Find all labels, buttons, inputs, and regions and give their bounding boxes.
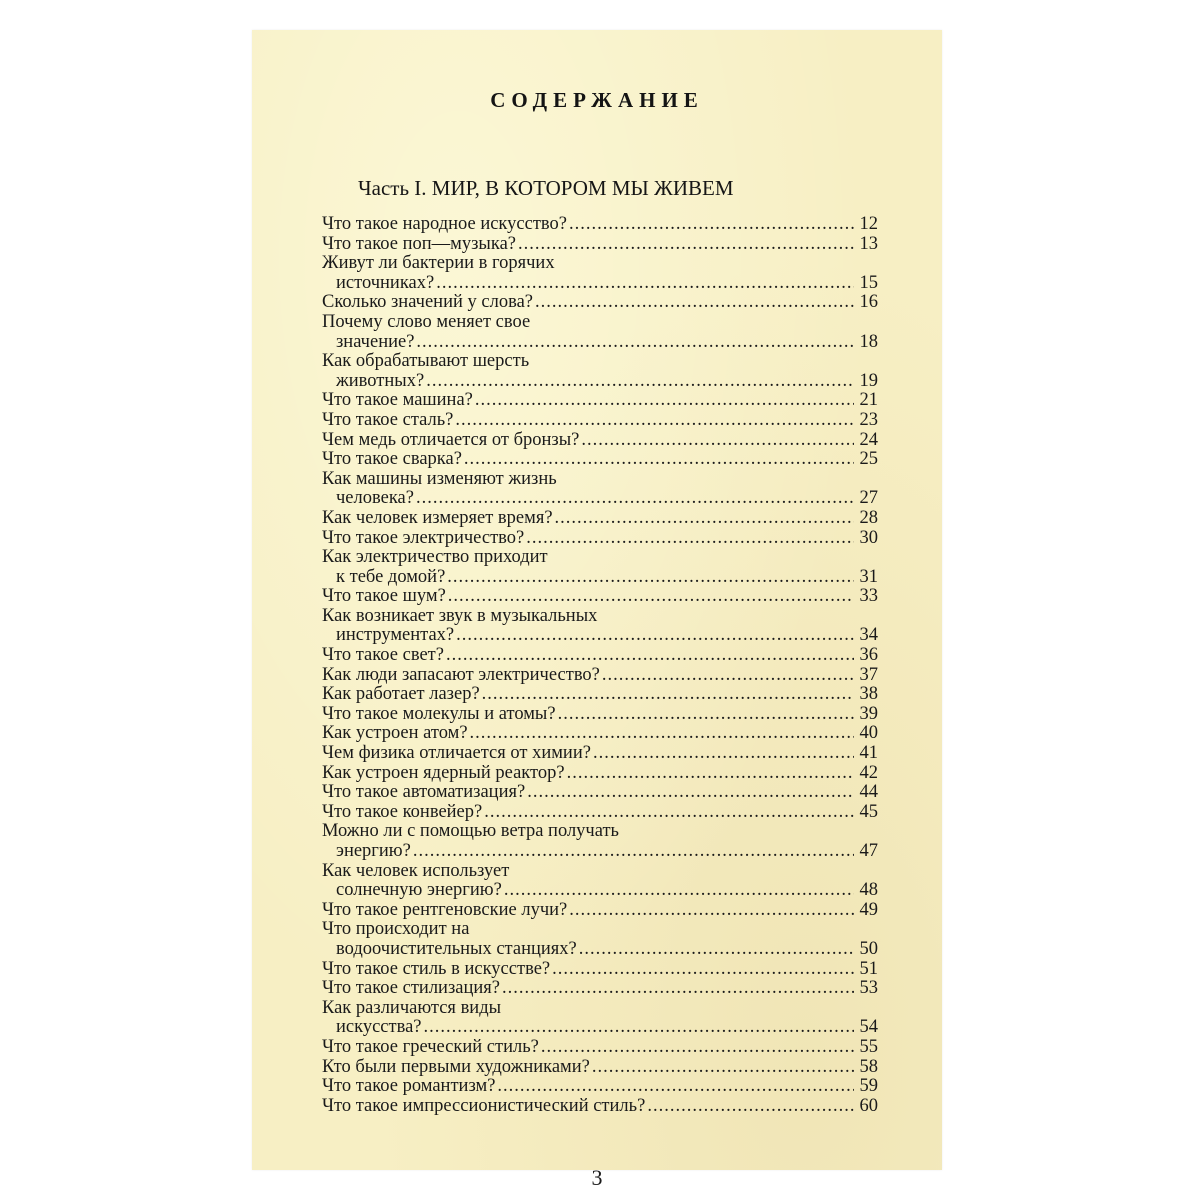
dot-leader <box>447 568 854 588</box>
book-page <box>252 30 942 1190</box>
toc-entry <box>322 862 878 901</box>
toc-entry-title: Как машины изменяют жизнь <box>322 468 557 489</box>
toc-entry-page: 19 <box>859 370 878 391</box>
dot-leader <box>448 587 854 607</box>
dot-leader <box>579 940 854 960</box>
dot-leader <box>413 842 854 862</box>
toc-entry-page: 36 <box>859 645 878 666</box>
dot-leader <box>569 215 854 235</box>
dot-leader <box>436 274 854 294</box>
toc-entry-page: 50 <box>859 938 878 959</box>
dot-leader <box>455 411 854 431</box>
toc-entry-title: Как устроен ядерный реактор? <box>322 762 565 783</box>
toc-entry-page: 25 <box>859 449 878 470</box>
toc-entry <box>322 587 878 607</box>
dot-leader <box>464 450 854 470</box>
dot-leader <box>497 1077 854 1097</box>
contents-heading: СОДЕРЖАНИЕ <box>490 88 704 112</box>
toc-entry-page: 60 <box>859 1095 878 1116</box>
toc-entry <box>322 646 878 666</box>
toc-entry-page: 23 <box>859 409 878 430</box>
toc-entry <box>322 803 878 823</box>
toc-entry-page: 54 <box>859 1017 878 1038</box>
toc-entry-page: 18 <box>859 331 878 352</box>
toc-entry-page: 58 <box>859 1056 878 1077</box>
dot-leader <box>518 235 854 255</box>
dot-leader <box>567 764 854 784</box>
toc-entry-page: 49 <box>859 899 878 920</box>
toc-entry <box>322 1038 878 1058</box>
toc-entry-title: Сколько значений у слова? <box>322 292 533 313</box>
toc-entry-page: 28 <box>859 507 878 528</box>
toc-entry <box>322 979 878 999</box>
toc-entry <box>322 666 878 686</box>
toc-entry-page: 42 <box>859 762 878 783</box>
dot-leader <box>581 431 854 451</box>
toc-entry <box>322 744 878 764</box>
toc-entry-page: 34 <box>859 625 878 646</box>
toc-entry-title: источниках? <box>336 272 435 293</box>
toc-entry-title: Живут ли бактерии в горячих <box>322 253 555 274</box>
toc-entry-title: Чем физика отличается от химии? <box>322 743 591 764</box>
toc-entry-title: Как обрабатывают шерсть <box>322 351 530 372</box>
toc-entry-title: Как человек измеряет время? <box>322 507 553 528</box>
toc-entry-title: Что такое импрессионистический стиль? <box>322 1095 646 1116</box>
dot-leader <box>569 901 854 921</box>
toc-entry <box>322 235 878 255</box>
toc-entry-title: Как возникает звук в музыкальных <box>322 605 598 626</box>
toc-entry-title: Что происходит на <box>322 919 470 940</box>
toc-entry-title: искусства? <box>336 1017 422 1038</box>
toc-entry <box>322 529 878 549</box>
toc-entry-title: Что такое сталь? <box>322 409 454 430</box>
toc-entry-page: 51 <box>859 958 878 979</box>
toc-entry <box>322 1077 878 1097</box>
toc-entry <box>322 313 878 352</box>
dot-leader <box>416 489 854 509</box>
toc-entry-page: 16 <box>859 292 878 313</box>
toc-entry-title: Что такое конвейер? <box>322 801 483 822</box>
toc-entry-page: 41 <box>859 743 878 764</box>
part-title: Часть I. МИР, В КОТОРОМ МЫ ЖИВЕМ <box>358 176 734 200</box>
dot-leader <box>446 646 854 666</box>
toc-entry-page: 30 <box>859 527 878 548</box>
toc-entry <box>322 411 878 431</box>
dot-leader <box>502 979 854 999</box>
toc-entry <box>322 509 878 529</box>
toc-entry-title: Что такое греческий стиль? <box>322 1036 539 1057</box>
toc-entry-title: Что такое шум? <box>322 586 446 607</box>
toc-entry <box>322 391 878 411</box>
toc-entry-page: 33 <box>859 586 878 607</box>
dot-leader <box>484 803 854 823</box>
toc-entry-page: 45 <box>859 801 878 822</box>
dot-leader <box>424 1018 854 1038</box>
dot-leader <box>535 293 854 313</box>
toc-entry-title: животных? <box>336 370 425 391</box>
dot-leader <box>527 783 854 803</box>
toc-entry-title: Что такое стилизация? <box>322 978 500 999</box>
toc-entry-title: водоочистительных станциях? <box>336 938 577 959</box>
toc-entry <box>322 783 878 803</box>
toc-entry <box>322 607 878 646</box>
toc-entry-page: 39 <box>859 703 878 724</box>
toc-entry-title: инструментах? <box>336 625 455 646</box>
toc-entry <box>322 1058 878 1078</box>
dot-leader <box>482 685 854 705</box>
toc-entry-title: Что такое народное искусство? <box>322 214 567 234</box>
toc-entry-page: 13 <box>859 233 878 254</box>
toc-entry <box>322 548 878 587</box>
dot-leader <box>504 881 854 901</box>
toc-entry-page: 55 <box>859 1036 878 1057</box>
toc-entry-title: Что такое автоматизация? <box>322 782 526 803</box>
toc-entry-title: Как различаются виды <box>322 997 502 1018</box>
toc-entry <box>322 431 878 451</box>
toc-entry <box>322 999 878 1038</box>
toc-entry-title: Как человек использует <box>322 860 510 881</box>
toc-entry-page: 27 <box>859 488 878 509</box>
dot-leader <box>475 391 854 411</box>
toc-entry <box>322 470 878 509</box>
toc-entry-page: 38 <box>859 684 878 705</box>
toc-entry-page: 24 <box>859 429 878 450</box>
dot-leader <box>416 333 854 353</box>
toc-entry-page: 48 <box>859 880 878 901</box>
toc-entry <box>322 960 878 980</box>
toc-entry-title: значение? <box>336 331 415 352</box>
toc-entry <box>322 293 878 313</box>
dot-leader <box>555 509 854 529</box>
toc-entry <box>322 685 878 705</box>
dot-leader <box>558 705 854 725</box>
toc-entry-title: Что такое романтизм? <box>322 1076 496 1097</box>
toc-entry-title: Как люди запасают электричество? <box>322 664 600 685</box>
toc-entry-title: к тебе домой? <box>336 566 446 587</box>
toc-entry <box>322 822 878 861</box>
toc-entry-title: Что такое электричество? <box>322 527 525 548</box>
toc-entry <box>322 352 878 391</box>
dot-leader <box>456 626 854 646</box>
toc-entry-title: Можно ли с помощью ветра получать <box>322 821 619 842</box>
dot-leader <box>647 1097 854 1117</box>
dot-leader <box>593 744 854 764</box>
dot-leader <box>592 1058 854 1078</box>
toc-entry <box>322 705 878 725</box>
toc-entry <box>322 254 878 293</box>
toc-entry <box>322 1097 878 1117</box>
toc-entry-title: Что такое свет? <box>322 645 444 666</box>
toc-entry <box>322 920 878 959</box>
dot-leader <box>541 1038 854 1058</box>
toc-entry <box>322 450 878 470</box>
toc-entry-page: 44 <box>859 782 878 803</box>
toc-entry-page: 47 <box>859 841 878 861</box>
toc-entry-page: 21 <box>859 390 878 411</box>
toc-entry-title: Как устроен атом? <box>322 723 468 744</box>
toc-entry-title: Как работает лазер? <box>322 684 480 705</box>
toc-entry-title: человека? <box>336 488 414 509</box>
toc-entry <box>322 764 878 784</box>
toc-entry-title: Что такое молекулы и атомы? <box>322 703 556 724</box>
toc-entry-title: Почему слово меняет свое <box>322 311 531 332</box>
page-number: 3 <box>591 1165 603 1190</box>
dot-leader <box>426 372 854 392</box>
toc-entry-title: солнечную энергию? <box>336 880 502 901</box>
dot-leader <box>470 724 854 744</box>
toc-entry <box>322 215 878 235</box>
toc-entry-title: Кто были первыми художниками? <box>322 1056 590 1077</box>
toc-entry-title: Как электричество приходит <box>322 547 548 568</box>
toc-entry-page: 31 <box>859 566 878 587</box>
toc-entry-title: Что такое машина? <box>322 390 473 411</box>
toc-entry-page: 37 <box>859 664 878 685</box>
toc-entry-page: 59 <box>859 1076 878 1097</box>
dot-leader <box>602 666 854 686</box>
toc-entry-title: Что такое стиль в искусстве? <box>322 958 551 979</box>
dot-leader <box>526 529 854 549</box>
toc-entry-title: Что такое поп—музыка? <box>322 233 516 254</box>
toc-entry-title: Что такое сварка? <box>322 449 462 470</box>
toc-entry-page: 12 <box>859 214 878 234</box>
toc-entry-page: 40 <box>859 723 878 744</box>
dot-leader <box>552 960 854 980</box>
toc-entry-title: энергию? <box>336 841 411 861</box>
toc-entry-page: 53 <box>859 978 878 999</box>
toc-entry-page: 15 <box>859 272 878 293</box>
table-of-contents <box>322 215 878 1116</box>
toc-entry <box>322 901 878 921</box>
toc-entry <box>322 724 878 744</box>
toc-entry-title: Чем медь отличается от бронзы? <box>322 429 580 450</box>
toc-entry-title: Что такое рентгеновские лучи? <box>322 899 568 920</box>
